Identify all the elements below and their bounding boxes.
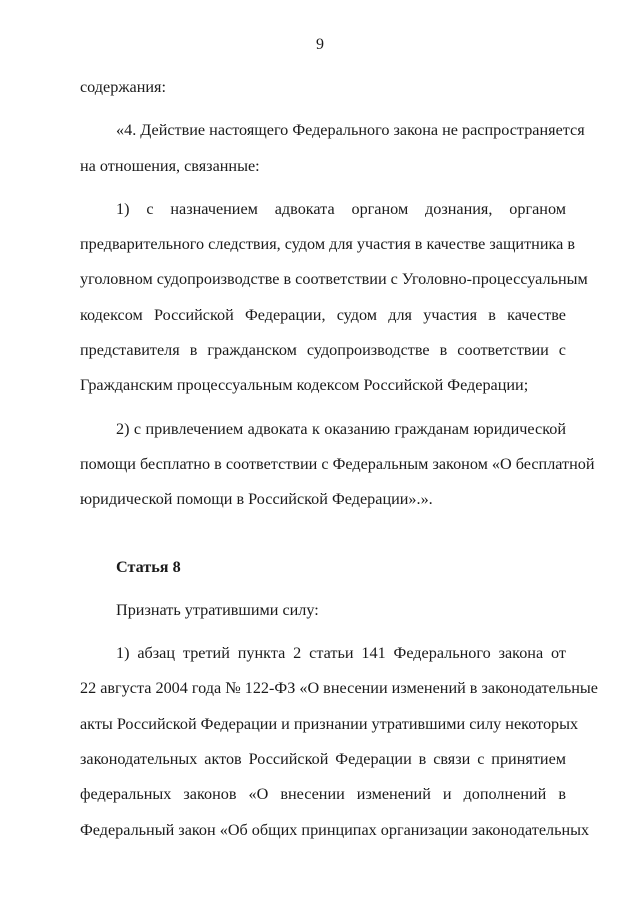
text-line: содержания: bbox=[80, 78, 166, 96]
text-line: 22 августа 2004 года № 122-ФЗ «О внесении изменений в законодательные bbox=[80, 679, 598, 698]
document-body bbox=[80, 70, 598, 848]
paragraph-intro bbox=[80, 593, 566, 628]
text-line: законодательных актов Российской Федерации в связи с принятием bbox=[80, 750, 566, 769]
text-line: федеральных законов «О внесении изменений и дополнений в bbox=[80, 785, 566, 804]
text-line: помощи бесплатно в соответствии с Федеральным законом «О бесплатной bbox=[80, 454, 595, 473]
text-line: 2) с привлечением адвоката к оказанию гражданам юридической bbox=[116, 419, 566, 438]
text-line: предварительного следствия, судом для участия в качестве защитника в bbox=[80, 235, 575, 254]
paragraph-clause-4 bbox=[80, 113, 585, 184]
paragraph-repeal-item-1 bbox=[80, 636, 598, 848]
text-line: юридической помощи в Российской Федерации».». bbox=[80, 490, 433, 509]
paragraph-item-1 bbox=[80, 192, 588, 404]
text-line: 1) абзац третий пункта 2 статьи 141 Федерального закона от bbox=[116, 644, 566, 663]
text-line: уголовном судопроизводстве в соответствии с Уголовно-процессуальным bbox=[80, 270, 588, 289]
text-line: акты Российской Федерации и признании утратившими силу некоторых bbox=[80, 714, 579, 733]
page-number: 9 bbox=[316, 36, 324, 53]
text-line: кодексом Российской Федерации, судом для участия в качестве bbox=[80, 305, 566, 324]
text-line: представителя в гражданском судопроизводстве в соответствии с bbox=[80, 341, 566, 360]
paragraph-item-2 bbox=[80, 412, 595, 518]
text-line: Признать утратившими силу: bbox=[116, 600, 319, 619]
paragraph-continuation bbox=[80, 70, 566, 105]
text-line: на отношения, связанные: bbox=[80, 156, 260, 175]
article-heading: Статья 8 bbox=[116, 557, 181, 576]
text-line: Гражданским процессуальным кодексом Российской Федерации; bbox=[80, 376, 529, 395]
text-line: 1) с назначением адвоката органом дознания, органом bbox=[116, 199, 566, 218]
text-line: Федеральный закон «Об общих принципах организации законодательных bbox=[80, 820, 590, 839]
text-line: «4. Действие настоящего Федерального закона не распространяется bbox=[116, 121, 585, 140]
